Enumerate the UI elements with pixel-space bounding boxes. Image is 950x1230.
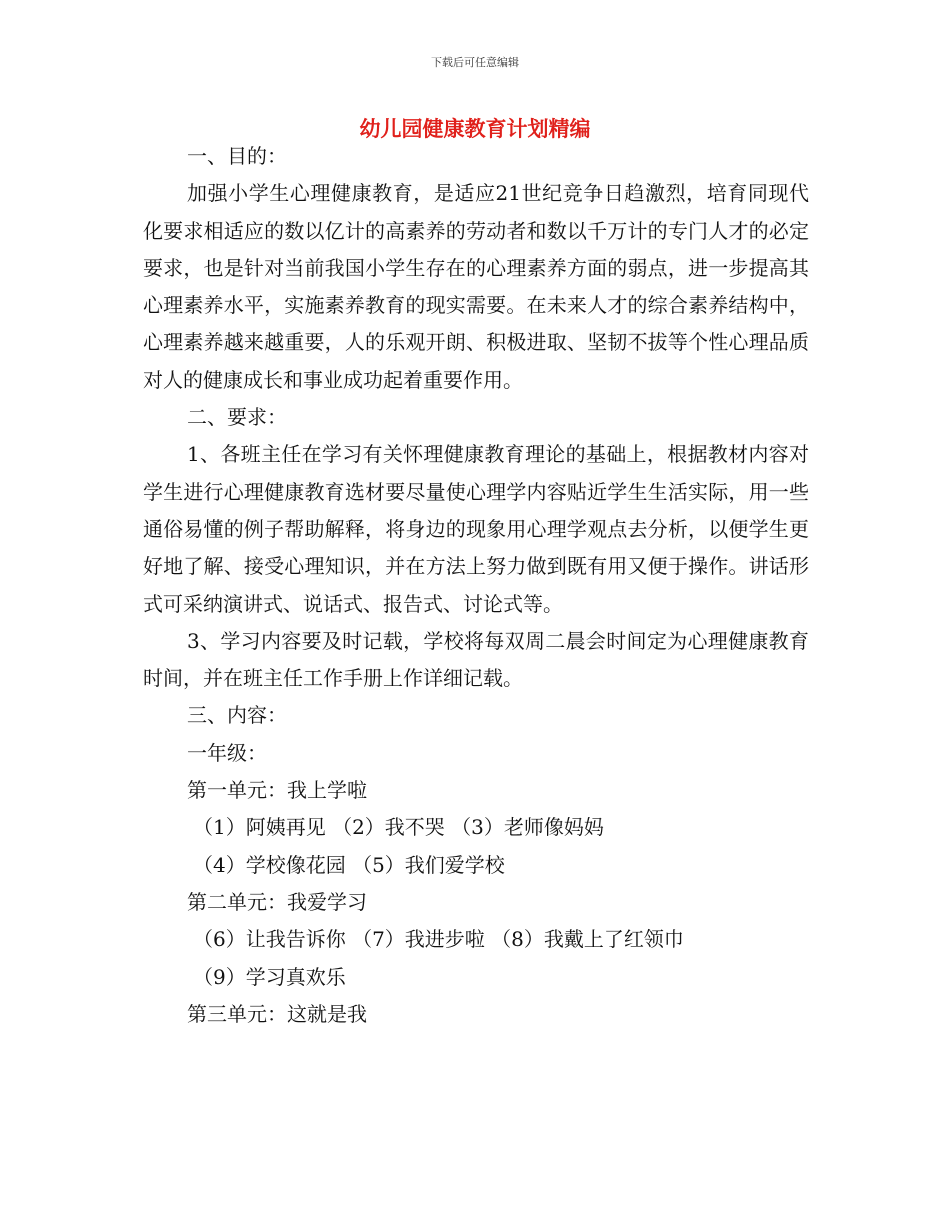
paragraph-purpose: 加强小学生心理健康教育，是适应21世纪竞争日趋激烈，培育同现代化要求相适应的数以亿计的高素养的劳动者和数以千万计的专门人才的必定要求，也是针对当前我国小学生存在的心理素养方面的弱点，进一步提高其心理素养水平，实施素养教育的现实需要。在未来人才的综合素养结构中，心理素养越来越重要，人的乐观开朗、积极进取、坚韧不拔等个性心理品质对人的健康成长和事业成功起着重要作用。 [143,181,809,392]
unit-heading: 第一单元：我上学啦 [187,778,367,803]
section-heading-purpose: 一、目的： [187,144,287,168]
paragraph-requirement-3: 3、学习内容要及时记载，学校将每双周二晨会时间定为心理健康教育时间，并在班主任工作手册上作详细记载。 [143,628,809,691]
grade-heading: 一年级： [187,740,267,765]
paragraph-requirement-1: 1、各班主任在学习有关怀理健康教育理论的基础上，根据教材内容对学生进行心理健康教育选材要尽量使心理学内容贴近学生生活实际，用一些通俗易懂的例子帮助解释，将身边的现象用心理学观点去分析，以便学生更好地了解、接受心理知识，并在方法上努力做到既有用又便于操作。讲话形式可采纳演讲式、说话式、报告式、讨论式等。 [143,442,809,616]
lesson-list-item: （6）让我告诉你 （7）我进步啦 （8）我戴上了红领巾 [193,927,684,952]
unit-heading: 第二单元：我爱学习 [187,889,367,914]
lesson-list-item: （9）学习真欢乐 [193,964,346,989]
lesson-list-item: （1）阿姨再见 （2）我不哭 （3）老师像妈妈 [193,815,604,840]
section-heading-requirements: 二、要求： [187,405,287,430]
lesson-list-item: （4）学校像花园 （5）我们爱学校 [193,852,505,877]
section-heading-content: 三、内容： [187,703,287,728]
unit-heading: 第三单元：这就是我 [187,1001,367,1026]
document-body [143,138,809,1033]
document-title: 幼儿园健康教育计划精编 [359,117,591,141]
header-note: 下载后可任意编辑 [431,56,519,69]
